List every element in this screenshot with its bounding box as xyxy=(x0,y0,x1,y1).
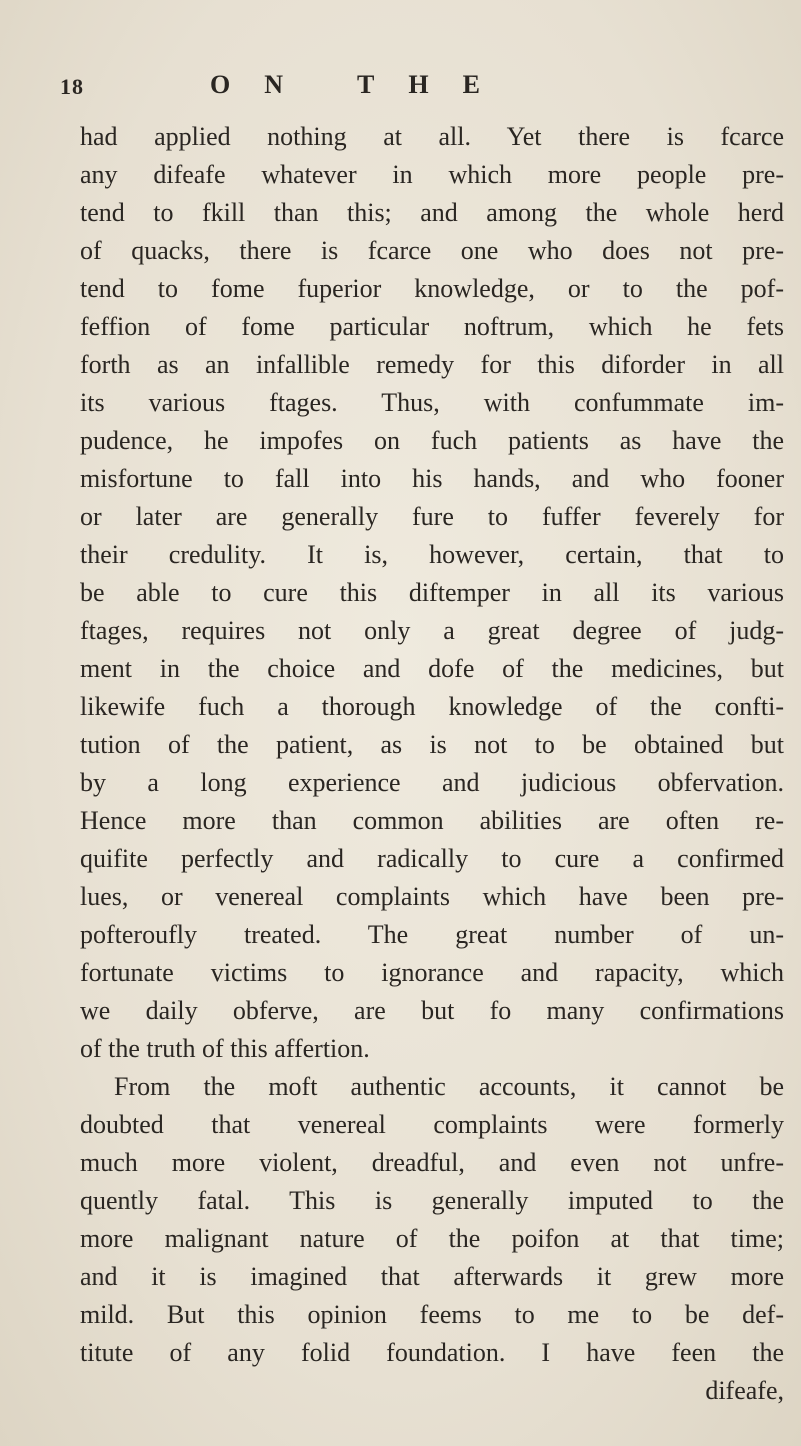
text-line: tution of the patient, as is not to be obtained but xyxy=(80,730,784,759)
text-line: tend to fkill than this; and among the whole herd xyxy=(80,198,784,227)
text-line: ftages, requires not only a great degree of judg- xyxy=(80,616,784,645)
text-line: pofteroufly treated. The great number of un- xyxy=(80,920,784,949)
text-line: lues, or venereal complaints which have been pre- xyxy=(80,882,784,911)
catchword: difeafe, xyxy=(705,1376,784,1405)
text-line: and it is imagined that afterwards it grew more xyxy=(80,1262,784,1291)
text-line: be able to cure this diftemper in all its various xyxy=(80,578,784,607)
text-line: misfortune to fall into his hands, and who fooner xyxy=(80,464,784,493)
text-line: likewife fuch a thorough knowledge of the confti- xyxy=(80,692,784,721)
text-line: much more violent, dreadful, and even not unfre- xyxy=(80,1148,784,1177)
text-line: any difeafe whatever in which more people pre- xyxy=(80,160,784,189)
text-line: doubted that venereal complaints were formerly xyxy=(80,1110,784,1139)
text-line: of quacks, there is fcarce one who does not pre- xyxy=(80,236,784,265)
text-line: by a long experience and judicious obfervation. xyxy=(80,768,784,797)
text-line: their credulity. It is, however, certain, that to xyxy=(80,540,784,569)
text-line: From the moft authentic accounts, it cannot be xyxy=(114,1072,784,1101)
text-line: pudence, he impofes on fuch patients as have the xyxy=(80,426,784,455)
text-line: more malignant nature of the poifon at that time; xyxy=(80,1224,784,1253)
text-line: Hence more than common abilities are often re- xyxy=(80,806,784,835)
text-line: we daily obferve, are but fo many confirmations xyxy=(80,996,784,1025)
body-text xyxy=(80,118,784,1410)
page-header xyxy=(60,70,760,106)
running-head: ON THE xyxy=(210,70,514,99)
page-number: 18 xyxy=(60,74,84,99)
text-line: ment in the choice and dofe of the medicines, but xyxy=(80,654,784,683)
text-line: quently fatal. This is generally imputed to the xyxy=(80,1186,784,1215)
text-line: its various ftages. Thus, with confummate im- xyxy=(80,388,784,417)
text-line: mild. But this opinion feems to me to be def- xyxy=(80,1300,784,1329)
text-line: feffion of fome particular noftrum, which he fets xyxy=(80,312,784,341)
text-line: titute of any folid foundation. I have feen the xyxy=(80,1338,784,1367)
text-line: fortunate victims to ignorance and rapacity, which xyxy=(80,958,784,987)
text-line: of the truth of this affertion. xyxy=(80,1034,370,1063)
text-line: or later are generally fure to fuffer feverely for xyxy=(80,502,784,531)
text-line: quifite perfectly and radically to cure a confirmed xyxy=(80,844,784,873)
text-line: had applied nothing at all. Yet there is fcarce xyxy=(80,122,784,151)
text-line: forth as an infallible remedy for this diforder in all xyxy=(80,350,784,379)
text-line: tend to fome fuperior knowledge, or to the pof- xyxy=(80,274,784,303)
